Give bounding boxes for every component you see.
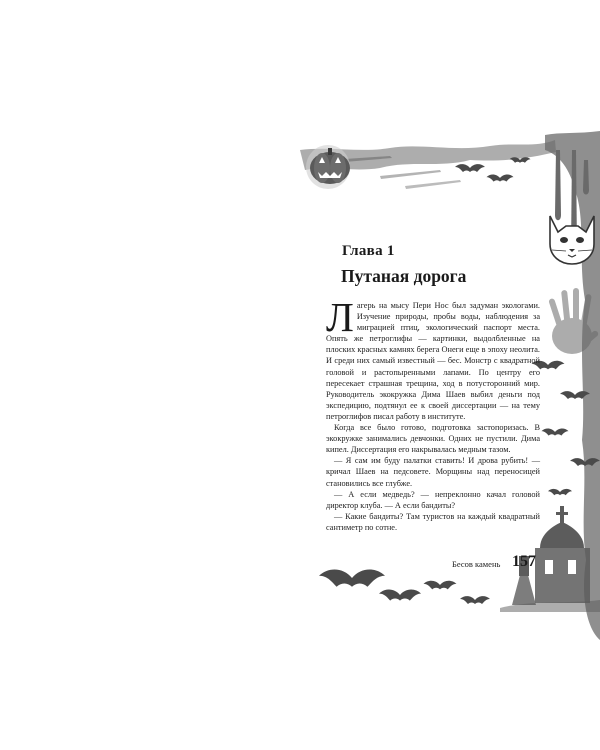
bat-icon xyxy=(424,581,457,590)
bat-icon xyxy=(548,489,572,495)
paragraph: — Какие бандиты? Там туристов на каждый квадратный сантиметр по сотне. xyxy=(326,511,540,532)
chapter-body xyxy=(326,294,540,533)
bat-icon xyxy=(379,590,421,601)
bat-icon xyxy=(487,175,514,182)
chapter-title: Путаная дорога xyxy=(341,266,467,286)
paragraph: Когда все было готово, подготовка застопоризась. В экокружке занимались девчонки. Одних не пустили. Дима кипел. Диссертация его накрывалась медным тазом. xyxy=(326,423,540,455)
drop-cap: Л xyxy=(326,294,354,340)
drip-icon xyxy=(583,160,589,195)
bat-icon xyxy=(319,569,385,586)
paragraph: — Я сам им буду палатки ставить! И дрова рубить! — кричал Шаев на педсовете. Морщины над переносицей становились все глубже. xyxy=(326,456,540,488)
paragraph-text: агерь на мысу Пери Нос был задуман экологами. Изучение природы, пробы воды, наблюдения за миграцией птиц, экологический паспорт места. Опять же петроглифы — картинки, выдолбленные на плоских красных камнях берега Онеги еще в эпоху неолита. И среди них самый известный — бес. Монстр с квадратной головой и растопыренными лапами. По центру его пересекает страшная трещина, ход в потусторонний мир. Руководитель экокружка Дима Шаев выбил деньги под экспедицию, подтянул ее к своей диссертации — на тему петроглифов писал работу в институте. xyxy=(326,301,540,421)
bat-icon xyxy=(542,429,569,436)
chapter-number: Глава 1 xyxy=(342,243,395,259)
bat-icon xyxy=(455,164,485,172)
paragraph: — А если медведь? — непреклонно качал головой директор клуба. — А если бандиты? xyxy=(326,489,540,510)
ink-scratch xyxy=(380,170,441,179)
page-number: 157 xyxy=(512,553,536,570)
ink-scratch xyxy=(405,180,461,189)
paragraph xyxy=(326,294,540,422)
running-title: Бесов камень xyxy=(452,559,501,569)
drip-icon xyxy=(555,150,561,220)
bat-icon xyxy=(460,596,490,604)
